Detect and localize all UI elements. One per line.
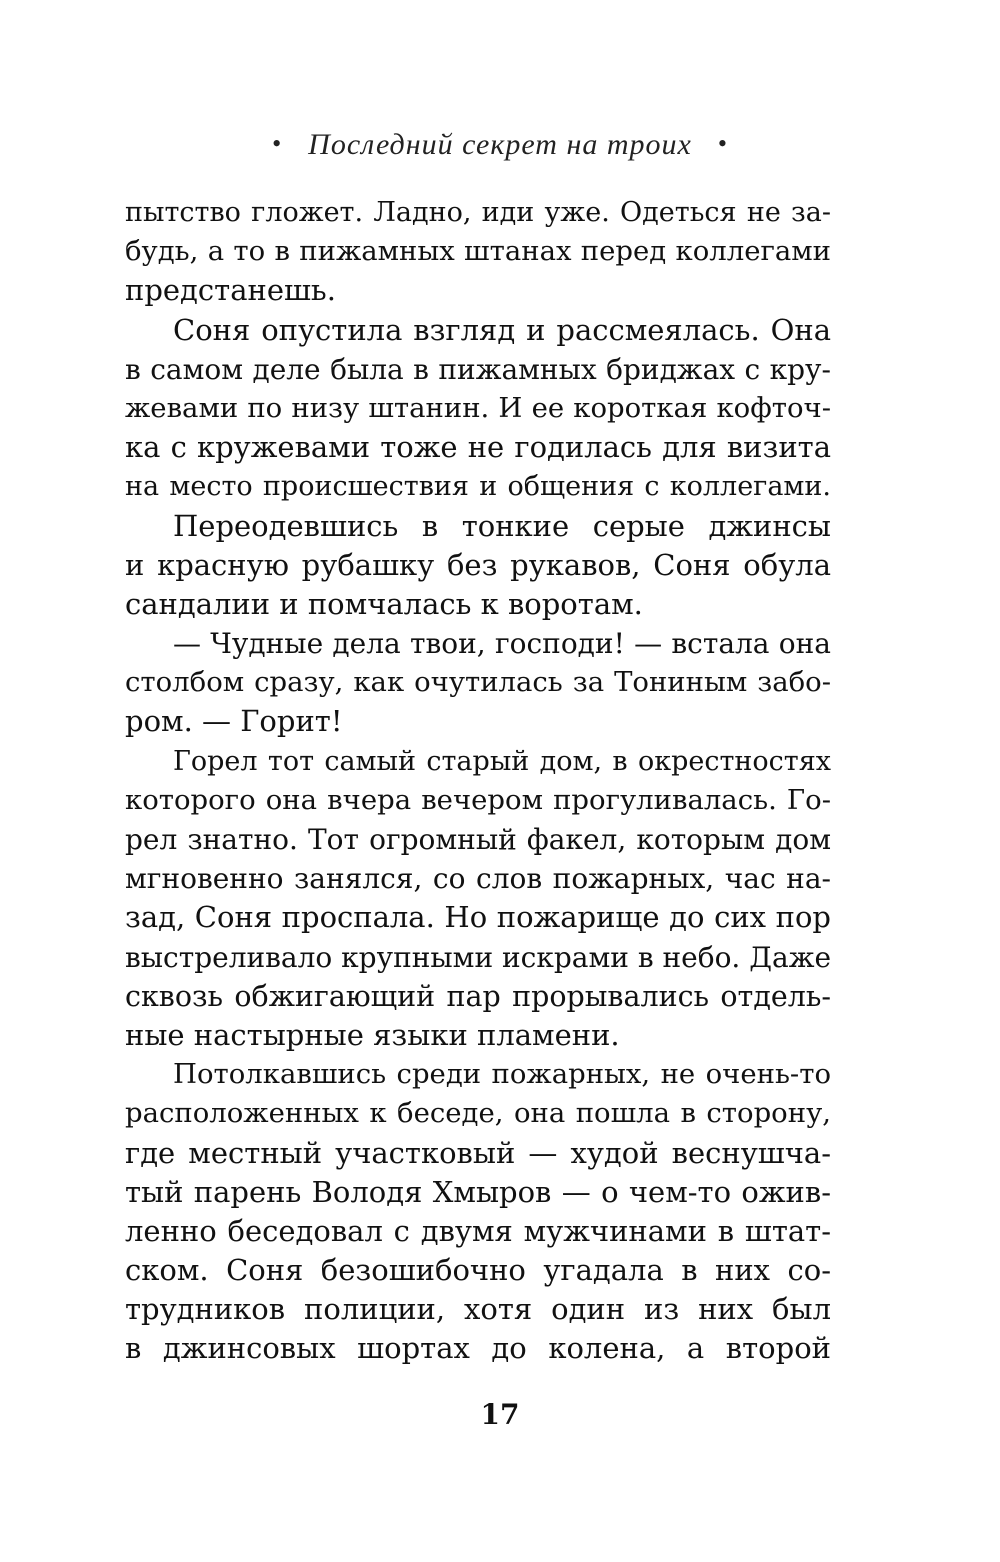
text-line: — Чудные дела твои, господи! — встала она (173, 627, 831, 661)
text-line: выстреливало крупными искрами в небо. Даже (125, 940, 831, 974)
text-line: мгновенно занялся, со слов пожарных, час на- (125, 862, 831, 896)
text-line: предстанешь. (125, 273, 336, 308)
header-bullet-right: • (717, 129, 728, 158)
text-line: пытство гложет. Ладно, иди уже. Одеться не за- (125, 197, 831, 228)
text-line: на место происшествия и общения с коллегами. (125, 471, 831, 503)
running-header (0, 128, 1000, 162)
text-line: ском. Соня безошибочно угадала в них со- (125, 1253, 831, 1288)
text-line: жевами по низу штанин. И ее короткая кофточ- (125, 391, 831, 424)
text-line: в джинсовых шортах до колена, а второй (125, 1331, 831, 1366)
text-line: расположенных к беседе, она пошла в сторону, (125, 1097, 831, 1130)
text-line: ка с кружевами тоже не годилась для визита (125, 430, 831, 465)
page-number: 17 (480, 1398, 520, 1431)
text-line: которого она вчера вечером прогуливалась. Го- (125, 783, 831, 816)
text-line: сандалии и помчалась к воротам. (125, 586, 643, 621)
text-line: трудников полиции, хотя один из них был (125, 1292, 831, 1327)
text-line: Горел тот самый старый дом, в окрестностях (173, 745, 831, 777)
text-line: рел знатно. Тот огромный факел, которым дом (125, 823, 831, 856)
book-title: Последний секрет на троих (308, 128, 692, 161)
text-line: сквозь обжигающий пар прорывались отдель- (125, 979, 831, 1013)
text-line: где местный участковый — худой веснушча- (125, 1135, 831, 1170)
header-bullet-left: • (272, 129, 283, 158)
text-line: и красную рубашку без рукавов, Соня обула (125, 547, 831, 582)
text-line: ные настырные языки пламени. (125, 1017, 620, 1052)
text-line: в самом деле была в пижамных бриджах с кру- (125, 352, 831, 386)
text-line: тый парень Володя Хмыров — о чем-то ожив- (125, 1174, 831, 1209)
text-line: ром. — Горит! (125, 704, 343, 739)
text-line: зад, Соня проспала. Но пожарище до сих пор (125, 900, 831, 935)
text-line: ленно беседовал с двумя мужчинами в штат- (125, 1213, 831, 1248)
page-body (125, 193, 831, 1369)
text-line: столбом сразу, как очутилась за Тониным забо- (125, 666, 831, 699)
text-line: будь, а то в пижамных штанах перед коллегами (125, 235, 831, 268)
text-line: Соня опустила взгляд и рассмеялась. Она (173, 312, 831, 347)
text-line: Потолкавшись среди пожарных, не очень-то (173, 1058, 831, 1091)
text-line: Переодевшись в тонкие серые джинсы (173, 508, 831, 543)
